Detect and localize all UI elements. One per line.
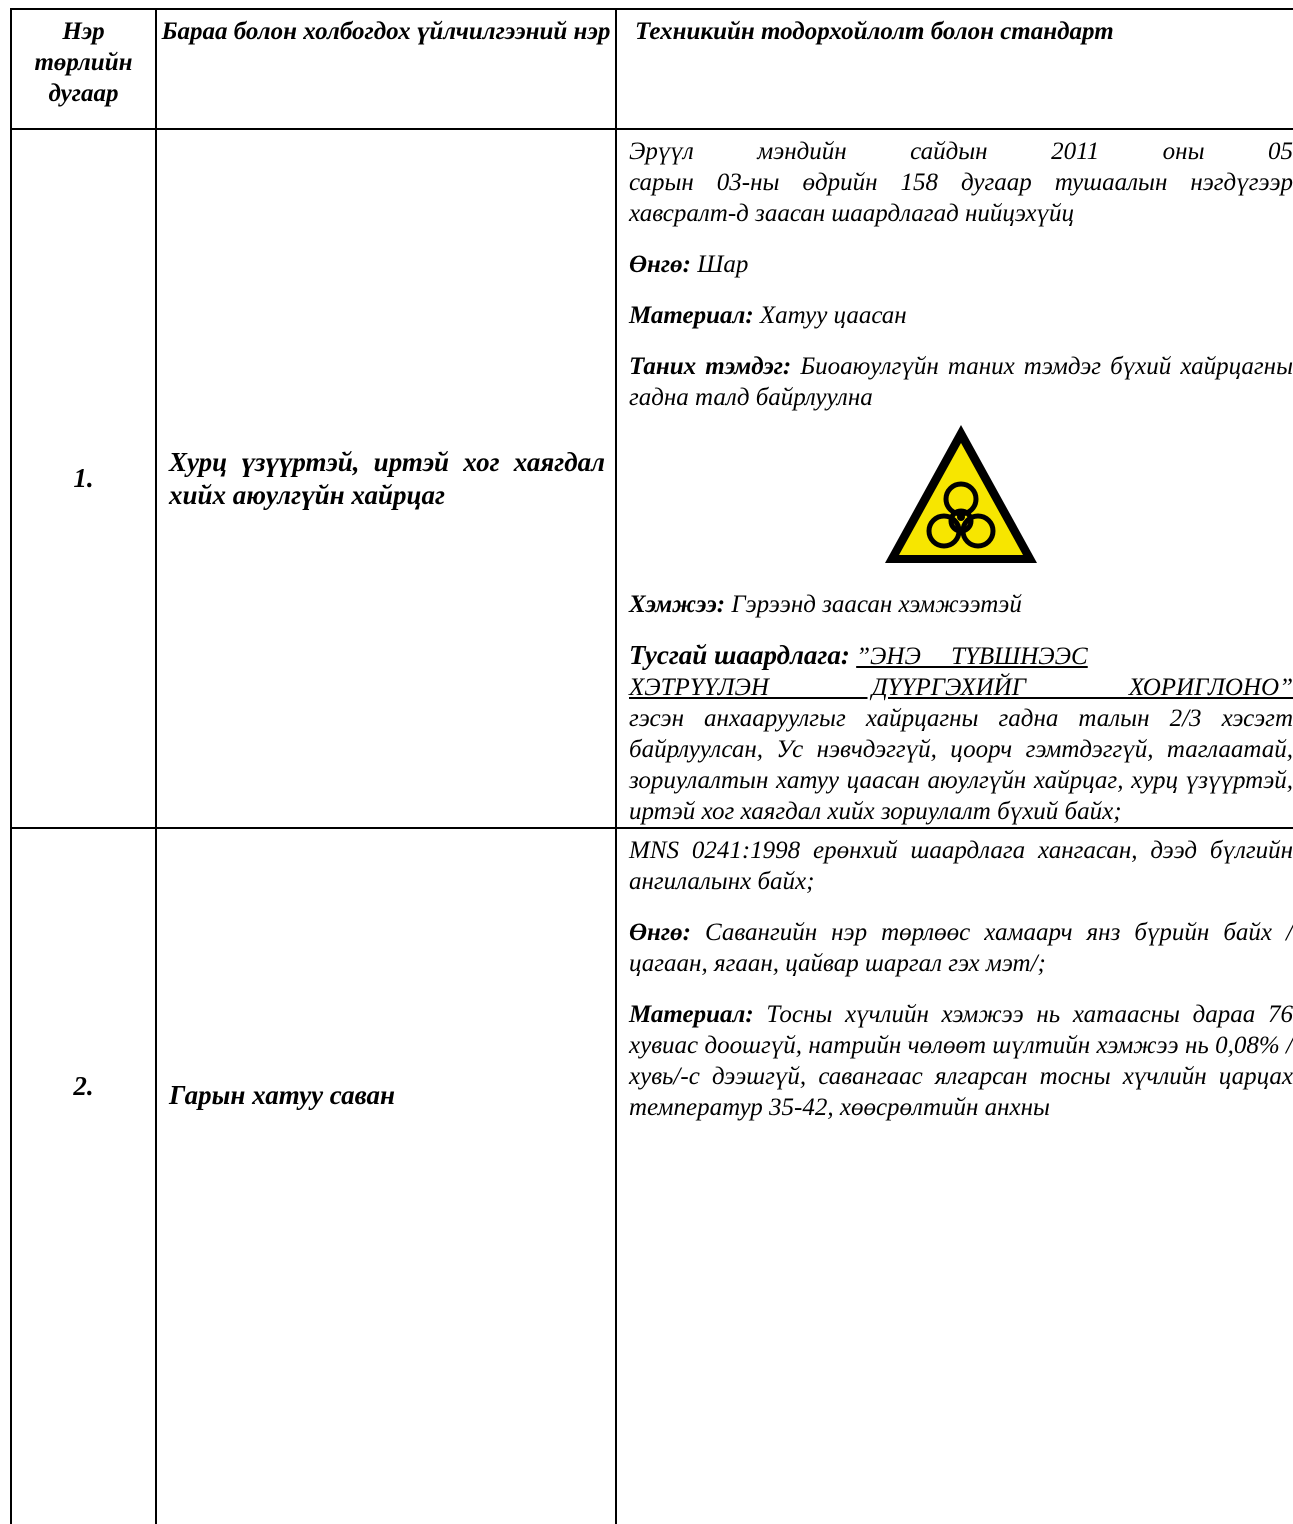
mark-value: Биоаюулгүйн таних тэмдэг бүхий хайрцагны гадна талд байрлуулна <box>629 353 1293 411</box>
spec-intro-rest: сарын 03-ны өдрийн 158 дугаар тушаалын нэгдүгээр хавсралт-д заасан шаардлагад нийцэхүйц <box>629 169 1293 227</box>
color-label: Өнгө: <box>629 251 691 278</box>
biohazard-warning-icon <box>629 421 1293 579</box>
item-name: Хурц үзүүртэй, иртэй хог хаягдал хийх аюулгүйн хайрцаг <box>156 129 616 828</box>
special-warning-line2: ХЭТРҮҮЛЭН ДҮҮРГЭХИЙГ ХОРИГЛОНО” <box>629 674 1293 701</box>
color-label: Өнгө: <box>629 919 691 946</box>
spec-intro-line: Эрүүл мэндийн сайдын 2011 оны 05 <box>629 138 1293 165</box>
spec-intro: MNS 0241:1998 ерөнхий шаардлага хангасан, дээд бүлгийн ангилалынх байх; <box>629 837 1293 895</box>
spec-intro <box>629 136 1293 229</box>
special-value: гэсэн анхааруулгыг хайрцагны гадна талын 2/3 хэсэгт байрлуулсан, Ус нэвчдэггүй, цоорч гэмтдэггүй, таглаатай, зориулалтын хатуу цаасан аюулгүйн хайрцаг, хурц үзүүртэй, иртэй хог хаягдал хийх зориулалт бүхий байх; <box>629 705 1293 825</box>
item-name: Гарын хатуу саван <box>156 828 616 1524</box>
row-number: 2. <box>11 828 156 1524</box>
spec-color <box>629 917 1293 979</box>
header-item-name: Бараа болон холбогдох үйлчилгээний нэр <box>156 9 616 129</box>
spec-material <box>629 999 1293 1123</box>
spec-material <box>629 300 1293 331</box>
header-spec: Техникийн тодорхойлолт болон стандарт <box>616 9 1293 129</box>
color-value: Шар <box>697 251 749 278</box>
spec-cell <box>616 828 1293 1524</box>
special-warning-line1: ”ЭНЭ ТҮВШНЭЭС <box>856 643 1088 670</box>
spec-mark <box>629 351 1293 413</box>
spec-table <box>10 8 1293 1524</box>
material-label: Материал: <box>629 302 754 329</box>
size-value: Гэрээнд заасан хэмжээтэй <box>731 591 1022 618</box>
header-item-number: Нэр төрлийн дугаар <box>11 9 156 129</box>
color-value: Савангийн нэр төрлөөс хамаарч янз бүрийн байх /цагаан, ягаан, цайвар шаргал гэх мэт/; <box>629 919 1293 977</box>
spec-special <box>629 640 1293 827</box>
table-row <box>11 828 1293 1524</box>
size-label: Хэмжээ: <box>629 591 726 618</box>
mark-label: Таних тэмдэг: <box>629 353 792 380</box>
material-label: Материал: <box>629 1001 754 1028</box>
spec-size <box>629 589 1293 620</box>
row-number: 1. <box>11 129 156 828</box>
spec-cell <box>616 129 1293 828</box>
special-label: Тусгай шаардлага: <box>629 640 850 670</box>
table-row <box>11 129 1293 828</box>
material-value: Тосны хүчлийн хэмжээ нь хатаасны дараа 76 хувиас доошгүй, натрийн чөлөөт шүлтийн хэмжээ нь 0,08% /хувь/-с дээшгүй, савангаас ялгарсан тосны хүчлийн царцах температур 35-42, хөөсрөлтийн анхны <box>629 1001 1293 1121</box>
table-header-row <box>11 9 1293 129</box>
material-value: Хатуу цаасан <box>759 302 907 329</box>
spec-color <box>629 249 1293 280</box>
